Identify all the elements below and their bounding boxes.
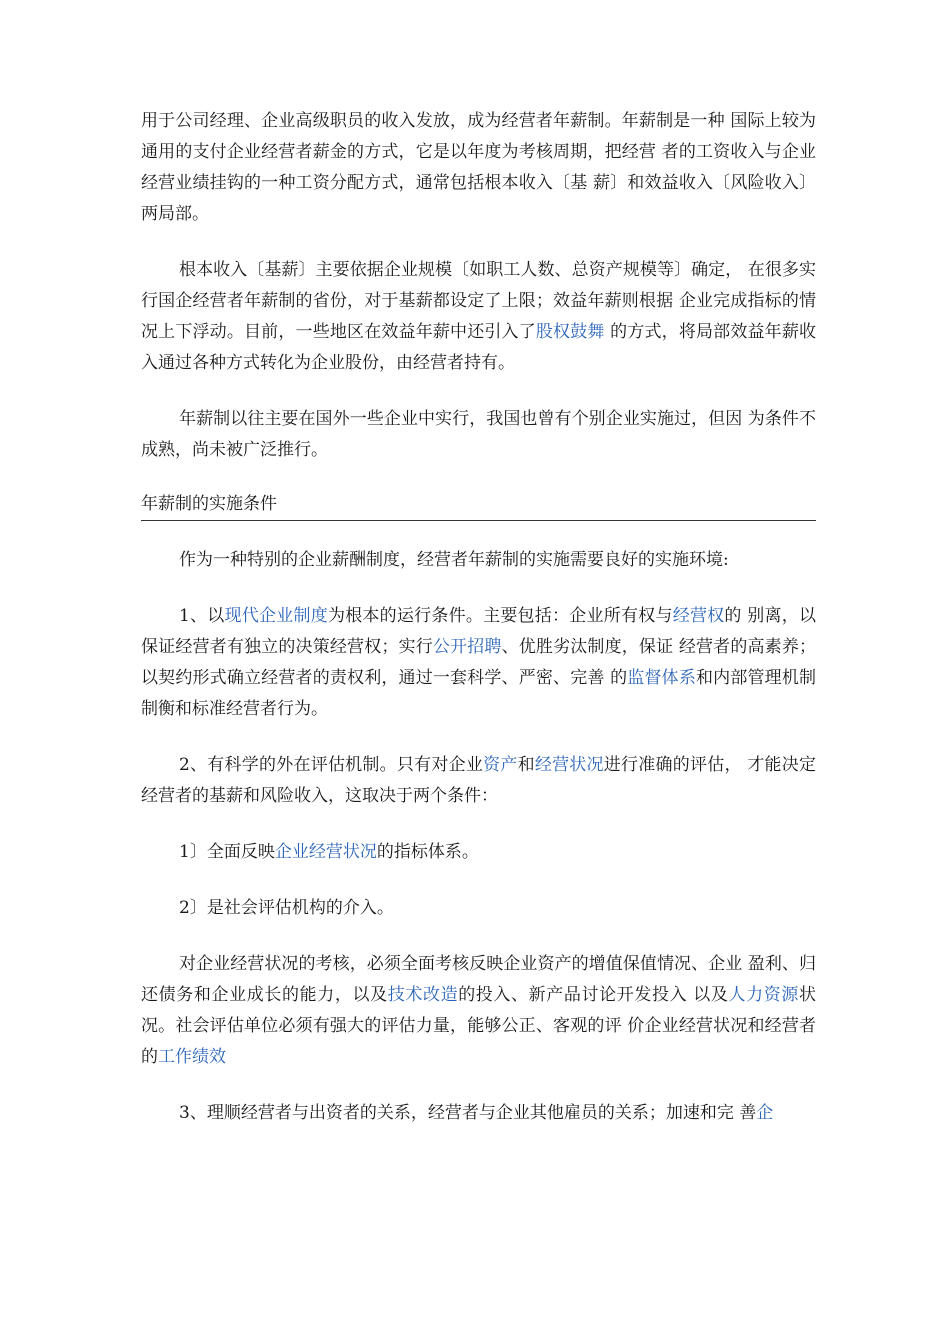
paragraph-condition-2: 2、有科学的外在评估机制。只有对企业资产和经营状况进行准确的评估， 才能决定经营者的基薪和风险收入，这取决于两个条件：: [141, 755, 817, 806]
link-enterprise-truncated[interactable]: 企: [756, 1103, 774, 1123]
link-assets[interactable]: 资产: [483, 755, 518, 775]
link-supervision-system[interactable]: 监督体系: [627, 668, 696, 688]
link-human-resources[interactable]: 人力资源: [728, 985, 800, 1005]
paragraph-condition-3: 3、理顺经营者与出资者的关系，经营者与企业其他雇员的关系；加速和完 善企: [179, 1103, 774, 1123]
link-management-right[interactable]: 经营权: [672, 606, 725, 626]
link-open-recruitment[interactable]: 公开招聘: [432, 637, 502, 657]
link-work-performance[interactable]: 工作绩效: [158, 1047, 226, 1067]
paragraph-annual-salary-definition: 用于公司经理、企业高级职员的收入发放，成为经营者年薪制。年薪制是一种 国际上较为通用的支付企业经营者薪金的方式，它是以年度为考核周期，把经营 者的工资收入与企业经营业绩挂钩的一种工资分配方式，通常包括根本收入〔基 薪〕和效益收入〔风险收入〕两局部。: [141, 111, 816, 224]
list-item-1: 1〕全面反映企业经营状况的指标体系。: [179, 842, 479, 862]
paragraph-condition-1: 1、以现代企业制度为根本的运行条件。主要包括：企业所有权与经营权的 别离，以保证经营者有独立的决策经营权；实行公开招聘、优胜劣汰制度，保证 经营者的高素养；以契约形式确立经营者的责权利，通过一套科学、严密、完善 的监督体系和内部管理机制制衡和标准经营者行为。: [141, 606, 817, 719]
paragraph-history: 年薪制以往主要在国外一些企业中实行，我国也曾有个别企业实施过，但因 为条件不成熟，尚未被广泛推行。: [141, 409, 816, 460]
section-heading-implementation-conditions: 年薪制的实施条件: [141, 491, 816, 521]
paragraph-intro: 作为一种特别的企业薪酬制度，经营者年薪制的实施需要良好的实施环境:: [179, 550, 729, 570]
link-enterprise-business-status[interactable]: 企业经营状况: [274, 842, 377, 862]
document-page: [141, 106, 816, 1154]
list-item-2: 2〕是社会评估机构的介入。: [179, 898, 394, 918]
paragraph-base-salary: 根本收入〔基薪〕主要依据企业规模〔如职工人数、总资产规模等〕确定， 在很多实行国企经营者年薪制的省份，对于基薪都设定了上限；效益年薪则根据 企业完成指标的情况上下浮动。目前，一些地区在效益年薪中还引入了股权鼓舞 的方式，将局部效益年薪收入通过各种方式转化为企业股份，由经营者持有。: [141, 260, 817, 373]
link-business-status[interactable]: 经营状况: [534, 755, 604, 775]
link-modern-enterprise-system[interactable]: 现代企业制度: [224, 606, 328, 626]
paragraph-assessment: 对企业经营状况的考核，必须全面考核反映企业资产的增值保值情况、企业 盈利、归还债务和企业成长的能力，以及技术改造的投入、新产品讨论开发投入 以及人力资源状况。社会评估单位必须有强大的评估力量，能够公正、客观的评 价企业经营状况和经营者的工作绩效: [141, 954, 817, 1067]
link-equity-incentive[interactable]: 股权鼓舞: [535, 322, 605, 342]
link-technical-transformation[interactable]: 技术改造: [387, 985, 459, 1005]
